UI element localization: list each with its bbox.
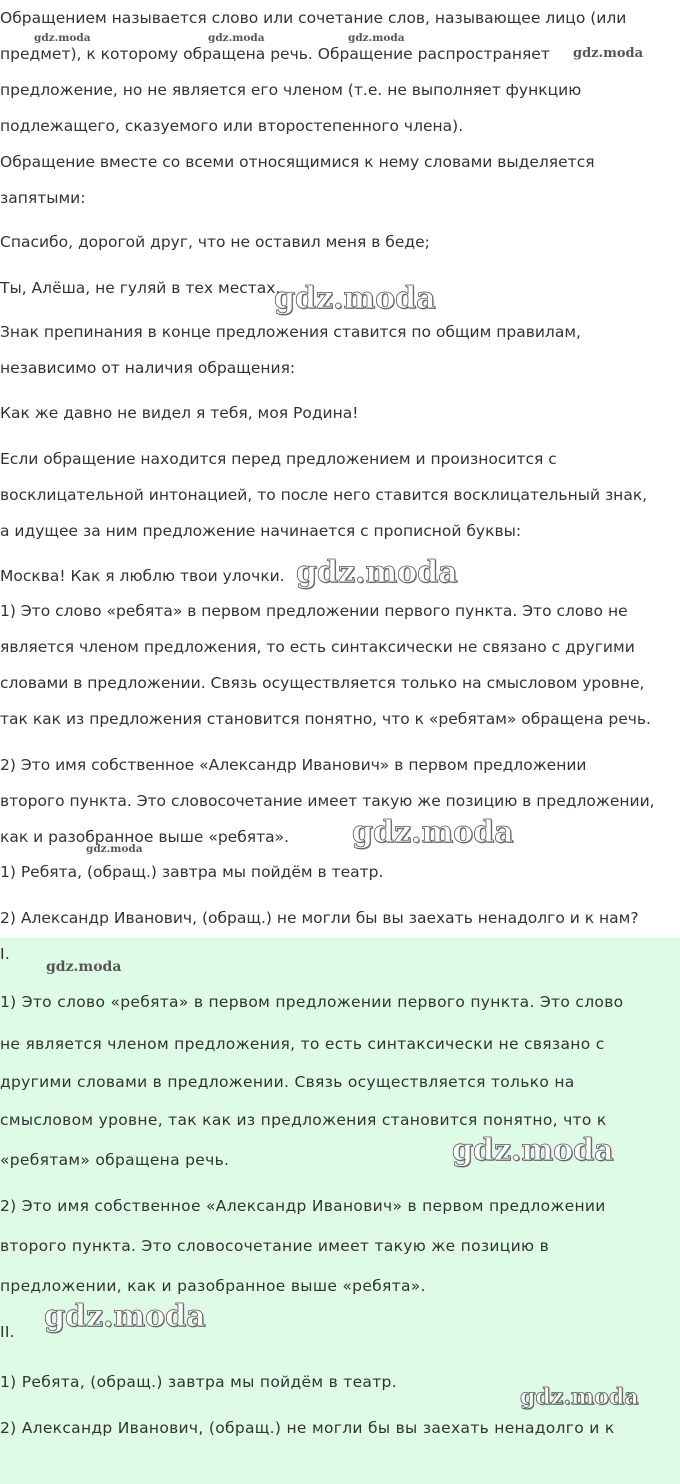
solution-text-line: второго пункта. Это словосочетание имеет такую же позицию в bbox=[0, 1237, 550, 1255]
solution-text-line: «ребятам» обращена речь. bbox=[0, 1151, 230, 1169]
watermark-logo: gdz.moda bbox=[573, 46, 644, 61]
rule-text-line: а идущее за ним предложение начинается с прописной буквы: bbox=[0, 522, 522, 540]
answer-text-line: второго пункта. Это словосочетание имеет такую же позицию в предложении, bbox=[0, 792, 655, 810]
rule-text-line: независимо от наличия обращения: bbox=[0, 359, 296, 377]
rule-text-line: запятыми: bbox=[0, 189, 86, 207]
rule-text-line: Обращением называется слово или сочетание слов, называющее лицо (или bbox=[0, 9, 627, 27]
answer-text-line: так как из предложения становится понятно, что к «ребятам» обращена речь. bbox=[0, 710, 651, 728]
watermark-logo: gdz.moda bbox=[46, 959, 122, 975]
example-sentence: Ты, Алёша, не гуляй в тех местах. bbox=[0, 279, 281, 297]
answer-text-line: является членом предложения, то есть синтаксически не связано с другими bbox=[0, 638, 635, 656]
example-sentence: Спасибо, дорогой друг, что не оставил меня в беде; bbox=[0, 233, 430, 251]
watermark-logo: gdz.moda bbox=[520, 1384, 639, 1410]
solution-text-line: 2) Это имя собственное «Александр Иванович» в первом предложении bbox=[0, 1197, 606, 1215]
watermark-logo: gdz.moda bbox=[34, 32, 91, 44]
example-sentence: Москва! Как я люблю твои улочки. bbox=[0, 567, 285, 585]
solution-text-line: другими словами в предложении. Связь осуществляется только на bbox=[0, 1073, 575, 1091]
section-marker: II. bbox=[0, 1323, 15, 1341]
rule-text-line: Обращение вместе со всеми относящимися к нему словами выделяется bbox=[0, 153, 595, 171]
section-marker: I. bbox=[0, 945, 11, 963]
solution-sentence: 2) Александр Иванович, (обращ.) не могли бы вы заехать ненадолго и к bbox=[0, 1419, 615, 1437]
solution-text-line: смысловом уровне, так как из предложения становится понятно, что к bbox=[0, 1111, 607, 1129]
watermark-logo: gdz.moda bbox=[352, 815, 514, 850]
watermark-logo: gdz.moda bbox=[208, 32, 265, 44]
answer-text-line: 2) Это имя собственное «Александр Иванович» в первом предложении bbox=[0, 756, 587, 774]
answer-text-line: как и разобранное выше «ребята». bbox=[0, 828, 290, 846]
watermark-logo: gdz.moda bbox=[86, 843, 143, 855]
rule-text-line: предмет), к которому обращена речь. Обращение распространяет bbox=[0, 45, 550, 63]
watermark-logo: gdz.moda bbox=[452, 1133, 614, 1168]
rule-text-line: Если обращение находится перед предложением и произносится с bbox=[0, 450, 557, 468]
solution-text-line: 1) Это слово «ребята» в первом предложении первого пункта. Это слово bbox=[0, 993, 624, 1011]
answer-text-line: словами в предложении. Связь осуществляется только на смысловом уровне, bbox=[0, 674, 645, 692]
watermark-logo: gdz.moda bbox=[274, 281, 436, 316]
watermark-logo: gdz.moda bbox=[296, 555, 458, 590]
rule-text-line: предложение, но не является его членом (т.е. не выполняет функцию bbox=[0, 81, 582, 99]
solution-sentence: 1) Ребята, (обращ.) завтра мы пойдём в театр. bbox=[0, 1373, 397, 1391]
rule-text-line: подлежащего, сказуемого или второстепенного члена). bbox=[0, 117, 464, 135]
solution-text-line: не является членом предложения, то есть синтаксически не связано с bbox=[0, 1035, 605, 1053]
solution-text-line: предложении, как и разобранное выше «ребята». bbox=[0, 1277, 426, 1295]
watermark-logo: gdz.moda bbox=[348, 32, 405, 44]
rule-text-line: восклицательной интонацией, то после него ставится восклицательный знак, bbox=[0, 486, 648, 504]
example-sentence: Как же давно не видел я тебя, моя Родина! bbox=[0, 404, 359, 422]
answer-sentence: 2) Александр Иванович, (обращ.) не могли бы вы заехать ненадолго и к нам? bbox=[0, 909, 639, 927]
answer-text-line: 1) Это слово «ребята» в первом предложении первого пункта. Это слово не bbox=[0, 602, 628, 620]
watermark-logo: gdz.moda bbox=[44, 1299, 206, 1334]
answer-sentence: 1) Ребята, (обращ.) завтра мы пойдём в театр. bbox=[0, 863, 384, 881]
rule-text-line: Знак препинания в конце предложения ставится по общим правилам, bbox=[0, 323, 581, 341]
